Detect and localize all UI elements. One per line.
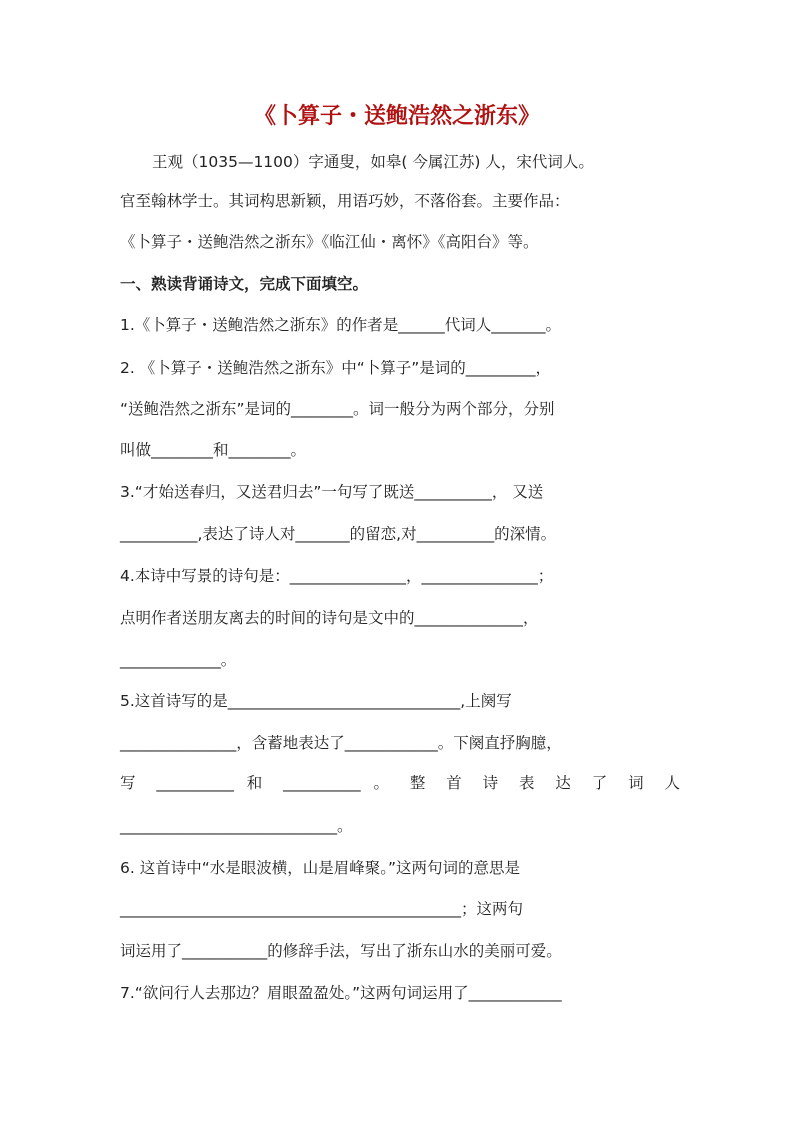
question-3-line-1: 3.“才始送春归，又送君归去”一句写了既送__________， 又送	[120, 483, 544, 501]
question-4-line-3: _____________。	[120, 651, 237, 669]
question-2-line-1: 2. 《卜算子・送鲍浩然之浙东》中“卜算子”是词的_________，	[120, 359, 552, 377]
question-1-line-1: 1.《卜算子・送鲍浩然之浙东》的作者是______代词人_______。	[120, 316, 562, 334]
poem-title: 《卜算子・送鲍浩然之浙东》	[253, 103, 540, 129]
question-4-line-2: 点明作者送朋友离去的时间的诗句是文中的______________，	[120, 609, 539, 627]
question-7-line-1: 7.“欲问行人去那边？眉眼盈盈处。”这两句词运用了____________	[120, 984, 562, 1002]
question-5-line-1: 5.这首诗写的是______________________________,上阕写	[120, 692, 512, 710]
intro-line-2: 官至翰林学士。其词构思新颖，用语巧妙，不落俗套。主要作品：	[120, 192, 570, 210]
intro-line-3: 《卜算子・送鲍浩然之浙东》《临江仙・离怀》《高阳台》等。	[120, 233, 539, 251]
question-2-line-3: 叫做________和________。	[120, 441, 307, 459]
question-5-line-4: ____________________________。	[120, 817, 353, 835]
question-4-line-1: 4.本诗中写景的诗句是：_______________，_______________；	[120, 567, 554, 585]
question-2-line-2: “送鲍浩然之浙东”是词的________。词一般分为两个部分，分别	[120, 400, 555, 418]
question-6-line-1: 6. 这首诗中“水是眼波横，山是眉峰聚。”这两句词的意思是	[120, 859, 521, 877]
question-5-line-3: 写 __________ 和 __________ 。 整 首 诗 表 达 了 词 人	[120, 774, 680, 792]
question-6-line-2: ____________________________________________；这两句	[120, 900, 524, 918]
intro-line-1: 王观（1035—1100）字通叟，如皋( 今属江苏) 人，宋代词人。	[152, 153, 594, 171]
question-5-line-2: _______________，含蓄地表达了____________。下阕直抒胸臆，	[120, 734, 562, 752]
section-heading: 一、熟读背诵诗文，完成下面填空。	[120, 275, 369, 293]
question-6-line-3: 词运用了___________的修辞手法，写出了浙东山水的美丽可爱。	[120, 942, 562, 960]
question-3-line-2: __________,表达了诗人对_______的留恋,对__________的深情。	[120, 525, 557, 543]
